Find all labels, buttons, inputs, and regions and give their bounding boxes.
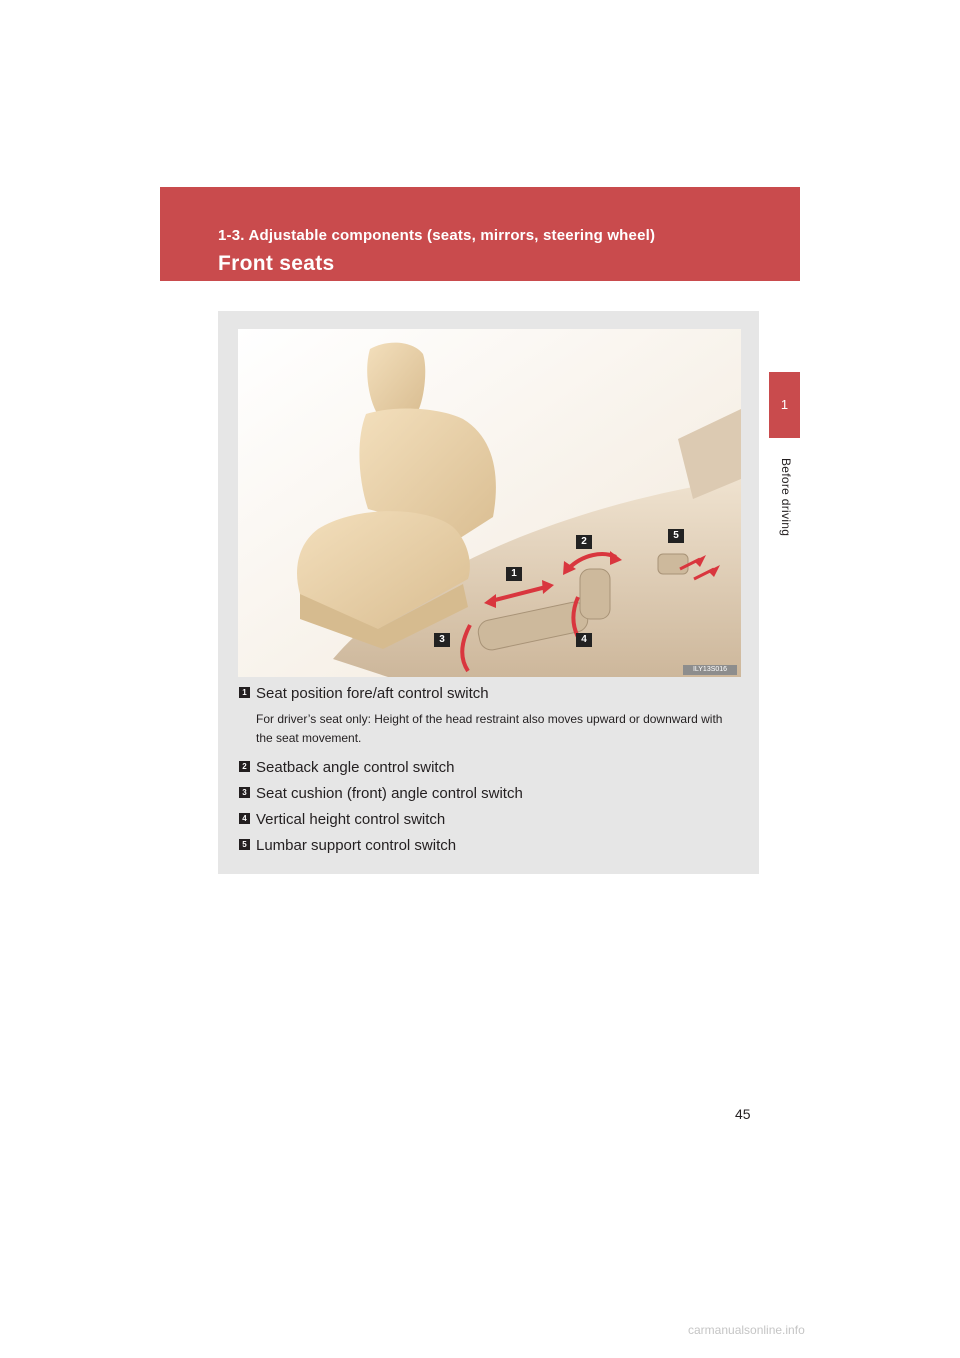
item-number: 5	[239, 839, 250, 850]
seat-illustration	[238, 329, 741, 677]
page-number: 45	[735, 1106, 751, 1122]
item-number: 4	[239, 813, 250, 824]
item-title: Seat position fore/aft control switch	[256, 685, 489, 702]
illustration-panel	[218, 311, 759, 874]
page-title: Front seats	[218, 252, 335, 275]
callout-2: 2	[576, 535, 592, 549]
section-header	[160, 187, 800, 281]
item-number: 2	[239, 761, 250, 772]
item-number: 3	[239, 787, 250, 798]
list-item	[239, 809, 739, 831]
item-list	[239, 683, 739, 857]
list-item	[239, 835, 739, 857]
item-title: Vertical height control switch	[256, 811, 446, 828]
callout-4: 4	[576, 633, 592, 647]
list-item	[239, 783, 739, 805]
footer-watermark: carmanualsonline.info	[688, 1323, 805, 1337]
item-title: Seat cushion (front) angle control switch	[256, 785, 523, 802]
chapter-tab: 1	[769, 372, 800, 438]
list-item	[239, 757, 739, 779]
list-item	[239, 683, 739, 748]
item-note: For driver’s seat only: Height of the head restraint also moves upward or downward with the seat movement.	[256, 712, 723, 745]
callout-5: 5	[668, 529, 684, 543]
section-label: 1-3. Adjustable components (seats, mirrors, steering wheel)	[218, 227, 656, 244]
seat-drawing	[238, 329, 741, 677]
callout-1: 1	[506, 567, 522, 581]
chapter-label: Before driving	[779, 458, 793, 537]
figure-code: ILY13S016	[683, 665, 737, 675]
item-title: Seatback angle control switch	[256, 759, 455, 776]
item-title: Lumbar support control switch	[256, 837, 457, 854]
item-number: 1	[239, 687, 250, 698]
callout-3: 3	[434, 633, 450, 647]
